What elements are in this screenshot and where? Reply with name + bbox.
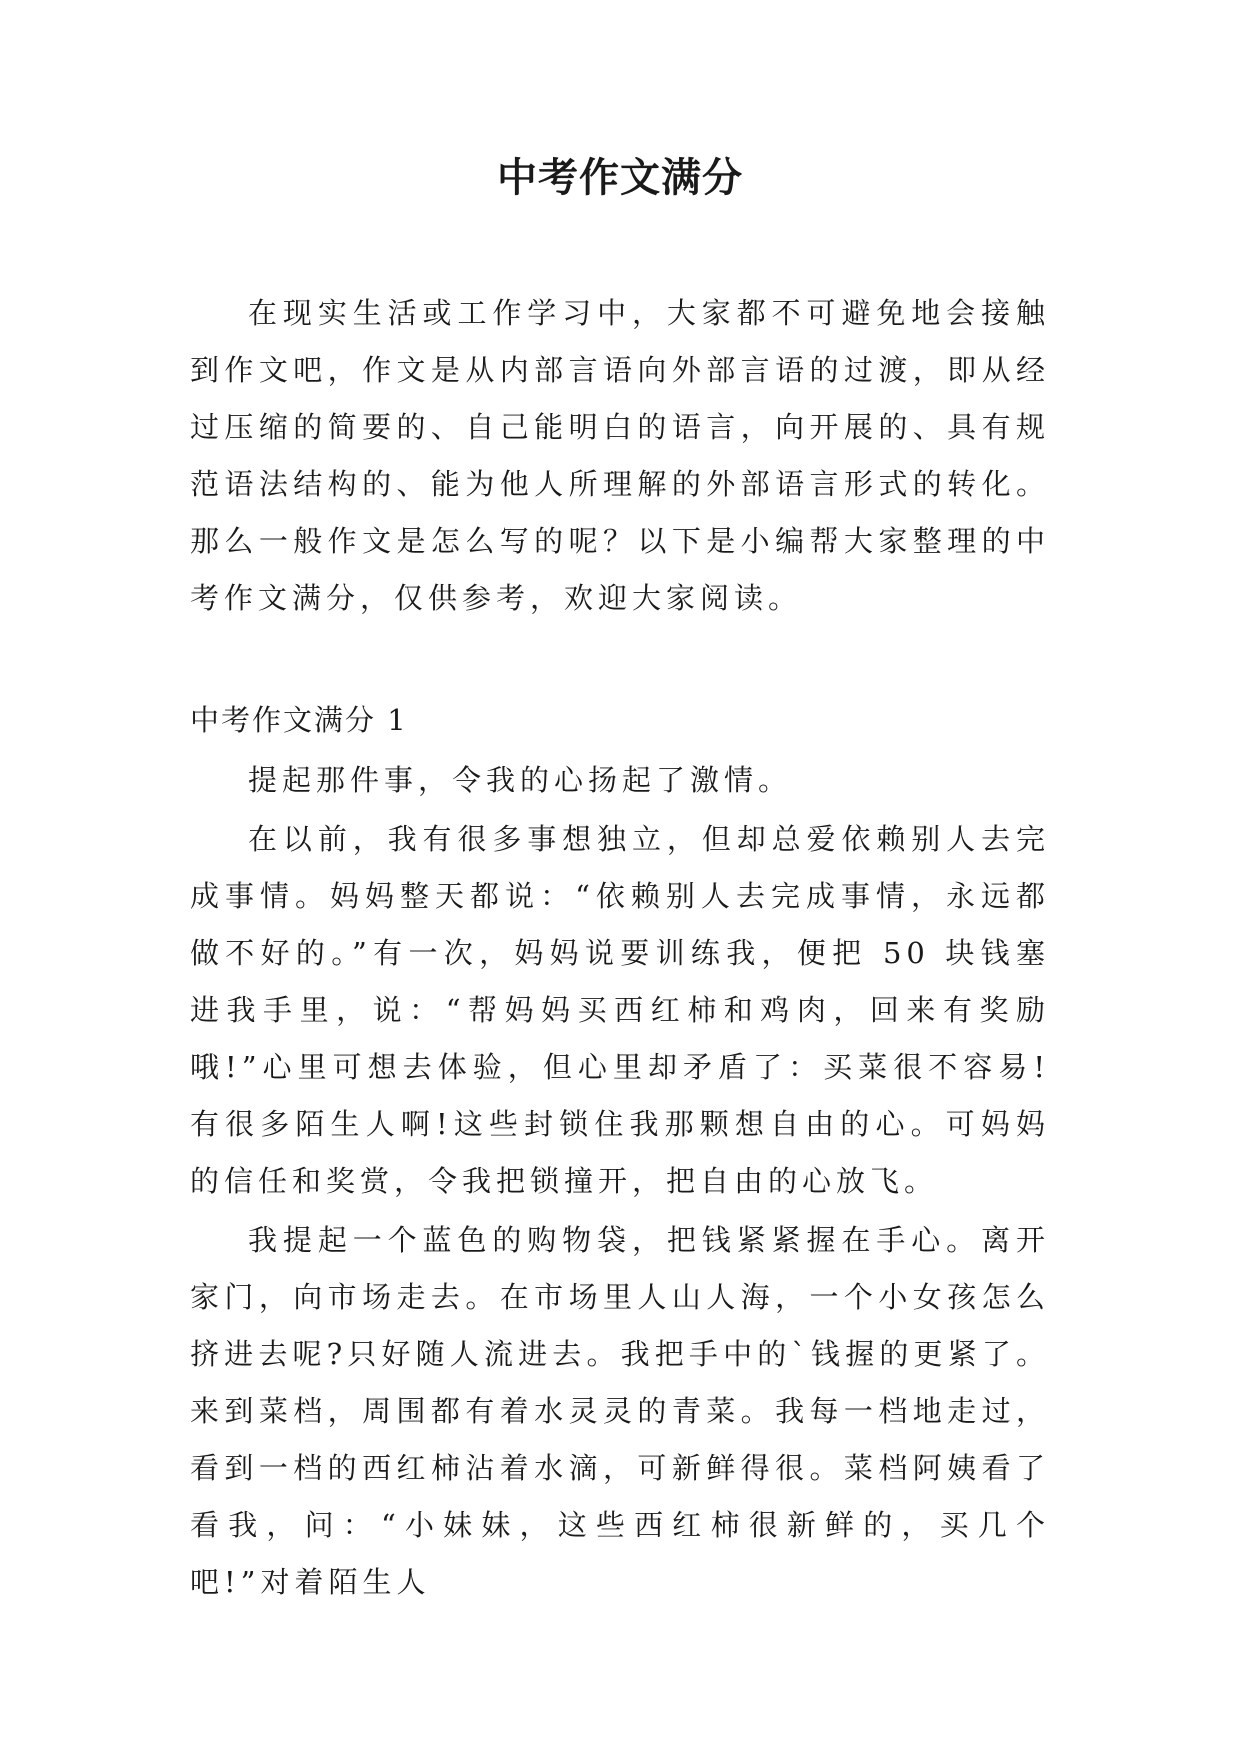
intro-block: [190, 285, 1050, 627]
essay-paragraph: 我提起一个蓝色的购物袋，把钱紧紧握在手心。离开家门，向市场走去。在市场里人山人海，一个小女孩怎么挤进去呢?只好随人流进去。我把手中的`钱握的更紧了。来到菜档，周围都有着水灵灵的青菜。我每一档地走过，看到一档的西红柿沾着水滴，可新鲜得很。菜档阿姨看了看我，问：“小妹妹，这些西红柿很新鲜的，买几个吧!”对着陌生人: [190, 1223, 1050, 1599]
essay-paragraph: 提起那件事，令我的心扬起了激情。: [248, 763, 793, 797]
essay-section: [190, 695, 1050, 1613]
essay-paragraph: 在以前，我有很多事想独立，但却总爱依赖别人去完成事情。妈妈整天都说：“依赖别人去完成事情，永远都做不好的。”有一次，妈妈说要训练我，便把 50 块钱塞进我手里，说：“帮妈妈买西红柿和鸡肉，回来有奖励哦!”心里可想去体验，但心里却矛盾了：买菜很不容易!有很多陌生人啊!这些封锁住我那颗想自由的心。可妈妈的信任和奖赏，令我把锁撞开，把自由的心放飞。: [190, 822, 1050, 1198]
document-title: 中考作文满分: [497, 155, 743, 201]
intro-paragraph: 在现实生活或工作学习中，大家都不可避免地会接触到作文吧，作文是从内部言语向外部言语的过渡，即从经过压缩的简要的、自己能明白的语言，向开展的、具有规范语法结构的、能为他人所理解的外部语言形式的转化。那么一般作文是怎么写的呢？以下是小编帮大家整理的中考作文满分，仅供参考，欢迎大家阅读。: [190, 296, 1050, 615]
section-heading: 中考作文满分 1: [190, 703, 408, 737]
